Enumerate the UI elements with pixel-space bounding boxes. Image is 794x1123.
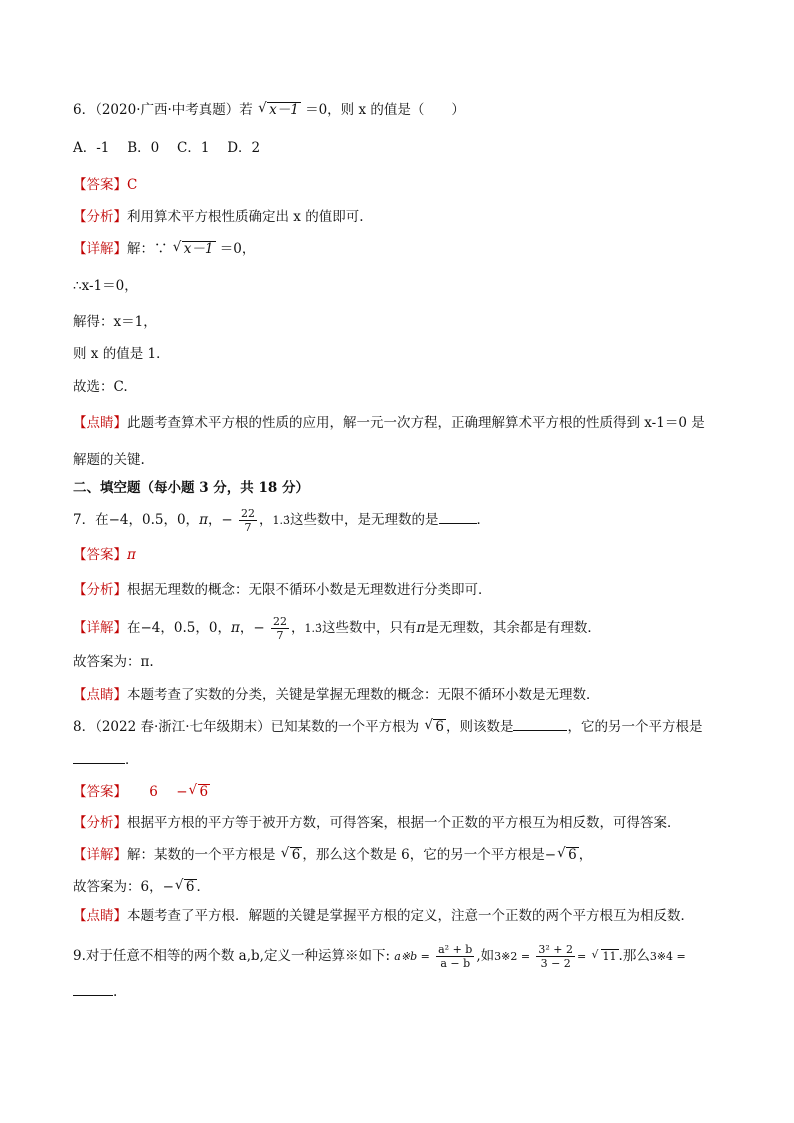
q7-detail-fraction: $\frac{22}{7}$ bbox=[272, 615, 287, 642]
q6-step1: ∴x-1＝0， bbox=[73, 278, 138, 294]
q7-answer-value: π bbox=[127, 547, 136, 563]
q6-options: A．-1 B．0 C．1 D．2 bbox=[73, 140, 261, 156]
q8-final: 故答案为：6，−√ 6 ． bbox=[73, 877, 210, 897]
q8-analysis bbox=[73, 813, 681, 833]
comment-tag: 【点睛】 bbox=[73, 415, 127, 431]
q7-final: 故答案为：π. bbox=[73, 654, 154, 670]
q8-answer bbox=[73, 782, 210, 802]
q8-detail-b: ，那么这个数是 6，它的另一个平方根是− bbox=[302, 847, 557, 863]
q6-step3: 则 x 的值是 1． bbox=[73, 346, 170, 362]
q6-detail-sqrt: √ x－1 bbox=[172, 239, 216, 259]
q6-detail bbox=[73, 239, 255, 259]
q9-op-lhs: a※b = bbox=[394, 950, 430, 963]
analysis-tag: 【分析】 bbox=[73, 209, 127, 225]
q9-stem: 9.对于任意不相等的两个数 a,b,定义一种运算※如下: a※b = $\frac{\text{a² + b}}{a - b}$ ,如3※2 = $\frac{\text{3² + 2}}{3 - 2}$ = √ 11 .那么3※4 = bbox=[73, 943, 686, 970]
q6-step4: 故选：C. bbox=[73, 379, 128, 395]
q9-stem-b: ,如 bbox=[476, 948, 495, 964]
q6-step2: 解得：x＝1， bbox=[73, 314, 157, 330]
q7-pi: π bbox=[199, 512, 208, 528]
q9-op-fraction: $\frac{\text{a² + b}}{a - b}$ bbox=[438, 943, 473, 970]
detail-tag: 【详解】 bbox=[73, 241, 127, 257]
q9-blank bbox=[73, 983, 113, 996]
q8-final-sqrt: √ 6 bbox=[174, 877, 197, 897]
q8-answer-sqrt: √ 6 bbox=[188, 782, 211, 802]
q7-stem-a: 7．在−4，0.5，0， bbox=[73, 512, 200, 528]
q8-answer-a: 6 bbox=[149, 784, 158, 800]
q7-repeating-decimal: 1.3̇ bbox=[272, 514, 291, 527]
q7-detail-b: 这些数中，只有 bbox=[321, 620, 417, 636]
q6-comment bbox=[73, 413, 705, 433]
q7-analysis-text: 根据无理数的概念：无限不循环小数是无理数进行分类即可． bbox=[127, 582, 492, 598]
q8-answer-b: − bbox=[176, 784, 188, 800]
q6-stem-a: 6．（2020·广西·中考真题）若 bbox=[73, 102, 253, 118]
q6-answer-value: C bbox=[127, 177, 138, 193]
q9-line2: . bbox=[73, 982, 117, 1002]
q7-detail-a: 在−4，0.5，0， bbox=[127, 620, 231, 636]
q7-comment bbox=[73, 685, 600, 705]
q9-stem-a: 9.对于任意不相等的两个数 a,b,定义一种运算※如下: bbox=[73, 948, 390, 964]
q8-detail-sqrt-1: √ 6 bbox=[280, 845, 303, 865]
detail-tag: 【详解】 bbox=[73, 620, 127, 636]
q6-stem bbox=[73, 100, 465, 120]
q8-blank-2 bbox=[73, 751, 125, 764]
q6-comment-1: 此题考查算术平方根的性质的应用，解一元一次方程，正确理解算术平方根的性质得到 x-1＝0 是 bbox=[127, 415, 705, 431]
answer-tag: 【答案】 bbox=[73, 177, 127, 193]
q9-ex-sqrt: √ 11 bbox=[591, 946, 619, 966]
answer-tag: 【答案】 bbox=[73, 547, 127, 563]
q7-stem-b: 这些数中，是无理数的是 bbox=[290, 512, 439, 528]
q6-detail-a: 解：∵ bbox=[127, 241, 168, 257]
q6-analysis bbox=[73, 207, 364, 227]
q7-sep: ，− bbox=[207, 512, 233, 528]
q7-comment-text: 本题考查了实数的分类，关键是掌握无理数的概念：无限不循环小数是无理数． bbox=[127, 687, 600, 703]
q9-ask: 3※4 = bbox=[649, 950, 686, 963]
q7-detail-c: 是无理数，其余都是有理数． bbox=[425, 620, 601, 636]
q8-final-a: 故答案为：6，− bbox=[73, 879, 174, 895]
q8-detail-sqrt-2: √ 6 bbox=[556, 845, 579, 865]
q7-fraction: $\frac{22}{7}$ bbox=[241, 507, 256, 534]
q8-analysis-text: 根据平方根的平方等于被开方数，可得答案，根据一个正数的平方根互为相反数，可得答案． bbox=[127, 815, 681, 831]
q7-blank bbox=[439, 511, 477, 524]
q6-detail-b: ＝0， bbox=[219, 241, 256, 257]
q8-stem-c: ，它的另一个平方根是 bbox=[567, 719, 703, 735]
q6-analysis-text: 利用算术平方根性质确定出 x 的值即可. bbox=[127, 209, 364, 225]
q6-sqrt: √ x－1 bbox=[257, 100, 301, 120]
analysis-tag: 【分析】 bbox=[73, 815, 127, 831]
q7-analysis bbox=[73, 580, 492, 600]
comment-tag: 【点睛】 bbox=[73, 908, 127, 924]
q8-stem bbox=[73, 717, 702, 737]
q8-blank-1 bbox=[513, 718, 567, 731]
q8-detail-a: 解：某数的一个平方根是 bbox=[127, 847, 276, 863]
section-title: 二、填空题（每小题 3 分，共 18 分） bbox=[73, 480, 309, 496]
q9-ex-lhs: 3※2 = bbox=[494, 950, 531, 963]
q8-line2: ． bbox=[73, 750, 139, 770]
q8-sqrt: √ 6 bbox=[423, 717, 446, 737]
q6-stem-b: ＝0，则 x 的值是（ ） bbox=[305, 102, 465, 118]
q9-ex-fraction: $\frac{\text{3² + 2}}{3 - 2}$ bbox=[538, 943, 574, 970]
q7-detail: 【详解】在−4，0.5，0，π，− $\frac{22}{7}$ ，1.3̇这些数中，只有π是无理数，其余都是有理数． bbox=[73, 615, 601, 642]
q7-answer bbox=[73, 545, 136, 565]
q8-stem-b: ，则该数是 bbox=[445, 719, 514, 735]
q9-stem-c: .那么 bbox=[618, 948, 650, 964]
q8-comment bbox=[73, 906, 694, 926]
analysis-tag: 【分析】 bbox=[73, 582, 127, 598]
comment-tag: 【点睛】 bbox=[73, 687, 127, 703]
q6-answer bbox=[73, 175, 137, 195]
q8-stem-a: 8．（2022 春·浙江·七年级期末）已知某数的一个平方根为 bbox=[73, 719, 420, 735]
answer-tag: 【答案】 bbox=[73, 784, 127, 800]
q8-detail: 【详解】解：某数的一个平方根是 √ 6 ，那么这个数是 6，它的另一个平方根是−√ 6 ， bbox=[73, 845, 592, 865]
q6-comment-2: 解题的关键. bbox=[73, 452, 145, 468]
q8-comment-text: 本题考查了平方根．解题的关键是掌握平方根的定义，注意一个正数的两个平方根互为相反数． bbox=[127, 908, 694, 924]
q7-stem: 7．在−4，0.5，0，π，− $\frac{22}{7}$ ，1.3̇这些数中，是无理数的是 ． bbox=[73, 507, 491, 534]
detail-tag: 【详解】 bbox=[73, 847, 127, 863]
